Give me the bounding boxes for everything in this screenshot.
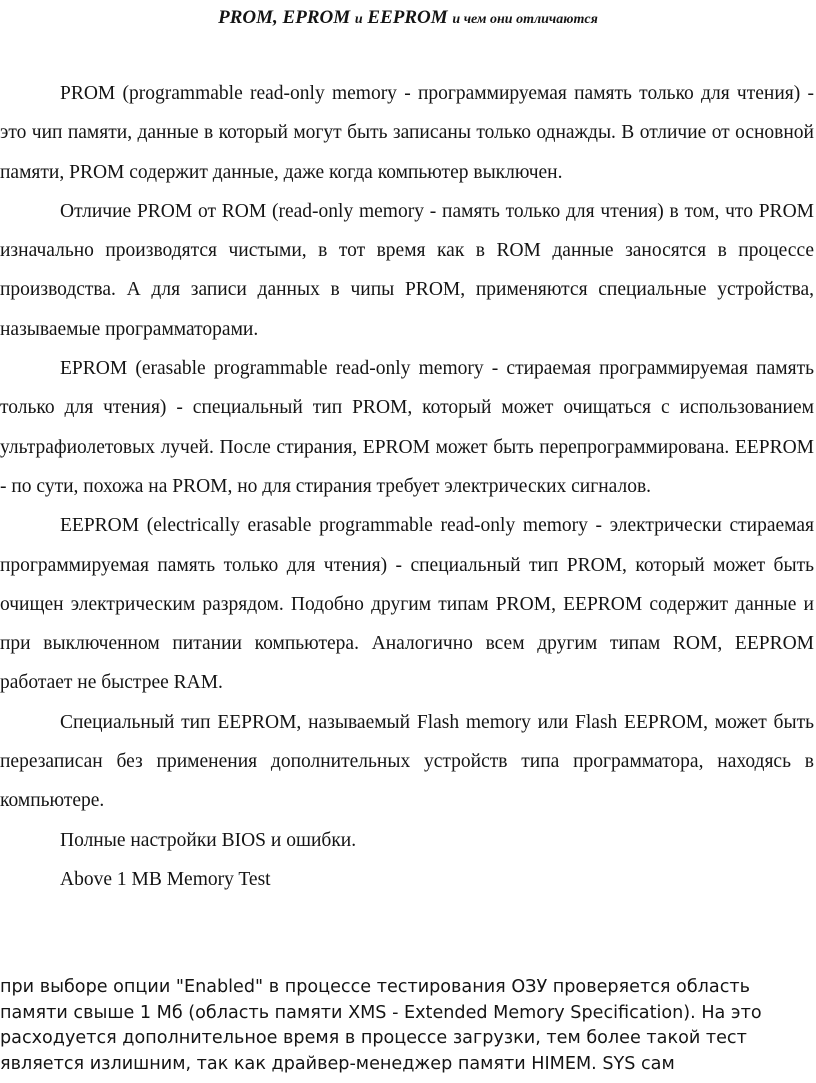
paragraph-memory-test-heading: Above 1 MB Memory Test	[60, 868, 271, 890]
title-eeprom: EEPROM	[367, 7, 448, 28]
title-conjunction: и	[354, 12, 363, 27]
paragraph-eeprom: EEPROM (electrically erasable programmable read-only memory - электрически стираемая программируемая память только для чтения) - специальный тип PROM, который может быть очищен электрическим разрядом. Подобно другим типам PROM, EEPROM содержит данные и при выключенном питании компьютера. Аналогично всем другим типам ROM, EEPROM работает не быстрее RAM.	[0, 515, 814, 694]
paragraph-flash: Специальный тип EEPROM, называемый Flash memory или Flash EEPROM, может быть перезаписан без применения дополнительных устройств типа программатора, находясь в компьютере.	[0, 711, 814, 812]
title-prefix: PROM, EPROM	[218, 7, 351, 28]
paragraph-prom: PROM (programmable read-only memory - программируемая память только для чтения) - это чип памяти, данные в который могут быть записаны только однажды. В отличие от основной памяти, PROM содержит данные, даже когда компьютер выключен.	[0, 83, 814, 183]
title-rest: и чем они отличаются	[452, 12, 598, 27]
paragraph-eprom: EPROM (erasable programmable read-only memory - стираемая программируемая память только для чтения) - специальный тип PROM, который может очищаться с использованием ультрафиолетовых лучей. После стирания, EPROM может быть перепрограммирована. EEPROM - по сути, похожа на PROM, но для стирания требует электрических сигналов.	[0, 358, 814, 497]
paragraph-memory-test-description: при выборе опции "Enabled" в процессе тестирования ОЗУ проверяется область памяти свыше 1 Мб (область памяти XMS - Extended Memory Specification). На это расходуется дополнительное время в процессе загрузки, тем более такой тест является излишним, так как драйвер-менеджер памяти HIMEM. SYS сам	[0, 977, 762, 1074]
paragraph-bios-heading: Полные настройки BIOS и ошибки.	[60, 829, 357, 851]
document-body	[0, 74, 814, 899]
paragraph-prom-vs-rom: Отличие PROM от ROM (read-only memory - память только для чтения) в том, что PROM изначально производятся чистыми, в тот время как в ROM данные заносятся в процессе производства. А для записи данных в чипы PROM, применяются специальные устройства, называемые программаторами.	[0, 200, 814, 340]
page-title	[0, 6, 816, 32]
